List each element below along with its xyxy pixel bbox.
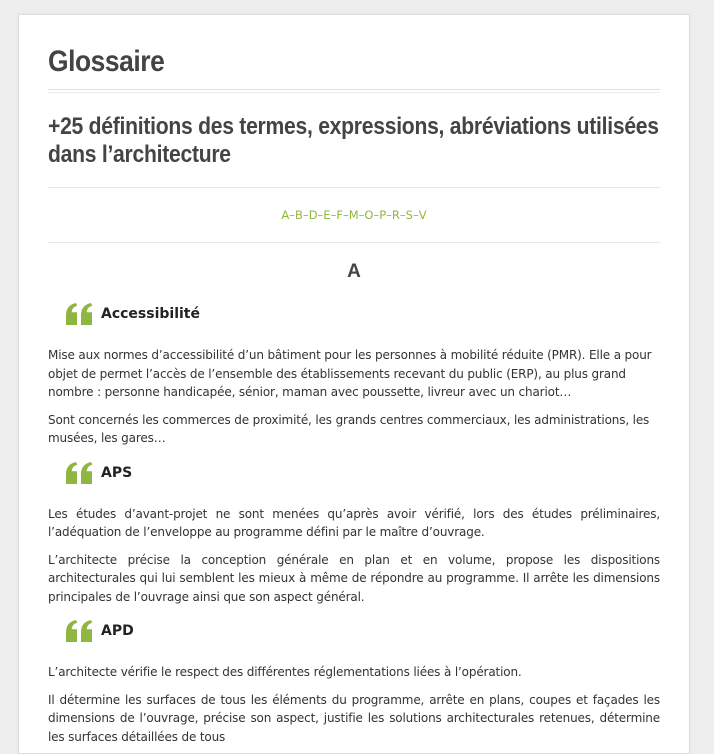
alpha-separator: – [302, 208, 309, 222]
page-subtitle: +25 définitions des termes, expressions, abréviations utilisées dans l’architecture [48, 113, 659, 168]
glossary-term: APD [101, 623, 134, 639]
alpha-separator: – [399, 208, 406, 222]
definition-paragraph: Mise aux normes d’accessibilité d’un bâtiment pour les personnes à mobilité réduite (PMR). Elle a pour objet de permet l’accès de l’ensemble des établissements recevant du public (ERP), au plus grand nombre : personne handicapée, sénior, maman avec poussette, livreur avec un chariot… [48, 348, 652, 399]
quote-icon [66, 620, 93, 642]
glossary-entry-header [66, 299, 660, 329]
alpha-separator: – [330, 208, 337, 222]
alpha-link-m[interactable]: M [348, 208, 359, 222]
alpha-link-r[interactable]: R [391, 208, 400, 222]
definition-paragraph: L’architecte vérifie le respect des différentes réglementations liées à l’opération. [48, 665, 522, 679]
alpha-link-p[interactable]: P [379, 208, 387, 222]
quote-icon [66, 303, 93, 325]
quote-icon [66, 462, 93, 484]
nav-divider-bottom [48, 242, 660, 243]
content-card [18, 14, 690, 754]
title-divider-secondary [48, 92, 660, 93]
glossary-definition [48, 663, 660, 746]
alpha-link-o[interactable]: O [364, 208, 374, 222]
alpha-link-b[interactable]: B [295, 208, 303, 222]
section-letter: A [347, 261, 361, 282]
alphabet-nav [48, 188, 660, 242]
alpha-link-v[interactable]: V [418, 208, 427, 222]
page-title: Glossaire [48, 45, 165, 78]
glossary-entry-header [66, 616, 660, 646]
alpha-link-d[interactable]: D [308, 208, 318, 222]
alpha-separator: – [317, 208, 324, 222]
alpha-separator: – [342, 208, 349, 222]
definition-paragraph: Sont concernés les commerces de proximité, les grands centres commerciaux, les administrations, les musées, les gares… [48, 412, 650, 445]
alpha-separator: – [373, 208, 380, 222]
alpha-separator: – [358, 208, 365, 222]
glossary-definition [48, 346, 660, 448]
alpha-link-f[interactable]: F [336, 208, 343, 222]
glossary-sections [48, 261, 660, 746]
alpha-link-s[interactable]: S [405, 208, 413, 222]
definition-paragraph: Il détermine les surfaces de tous les éléments du programme, arrête en plans, coupes et façades les dimensions de l’ouvrage, précise son aspect, justifie les solutions architecturales retenues, détermine les surfaces détaillées de tous [48, 692, 660, 744]
glossary-entry-header [66, 458, 660, 488]
glossary-term: APS [101, 464, 133, 481]
glossary-definition [48, 505, 660, 607]
alpha-link-a[interactable]: A [281, 208, 290, 222]
alpha-separator: – [289, 208, 296, 222]
alpha-separator: – [386, 208, 392, 222]
definition-paragraph: L’architecte précise la conception générale en plan et en volume, propose les dispositions architecturales qui lui semblent les mieux à même de répondre au programme. Il arrête les dimensions principales de l’ouvrage ainsi que son aspect général. [48, 552, 660, 604]
title-divider [48, 89, 660, 90]
alpha-separator: – [412, 208, 419, 222]
definition-paragraph: Les études d’avant-projet ne sont menées qu’après avoir vérifié, lors des études préliminaires, l’adéquation de l’enveloppe au programme défini par le maître d’ouvrage. [48, 506, 660, 539]
glossary-term: Accessibilité [101, 306, 200, 322]
alpha-link-e[interactable]: E [323, 208, 331, 222]
